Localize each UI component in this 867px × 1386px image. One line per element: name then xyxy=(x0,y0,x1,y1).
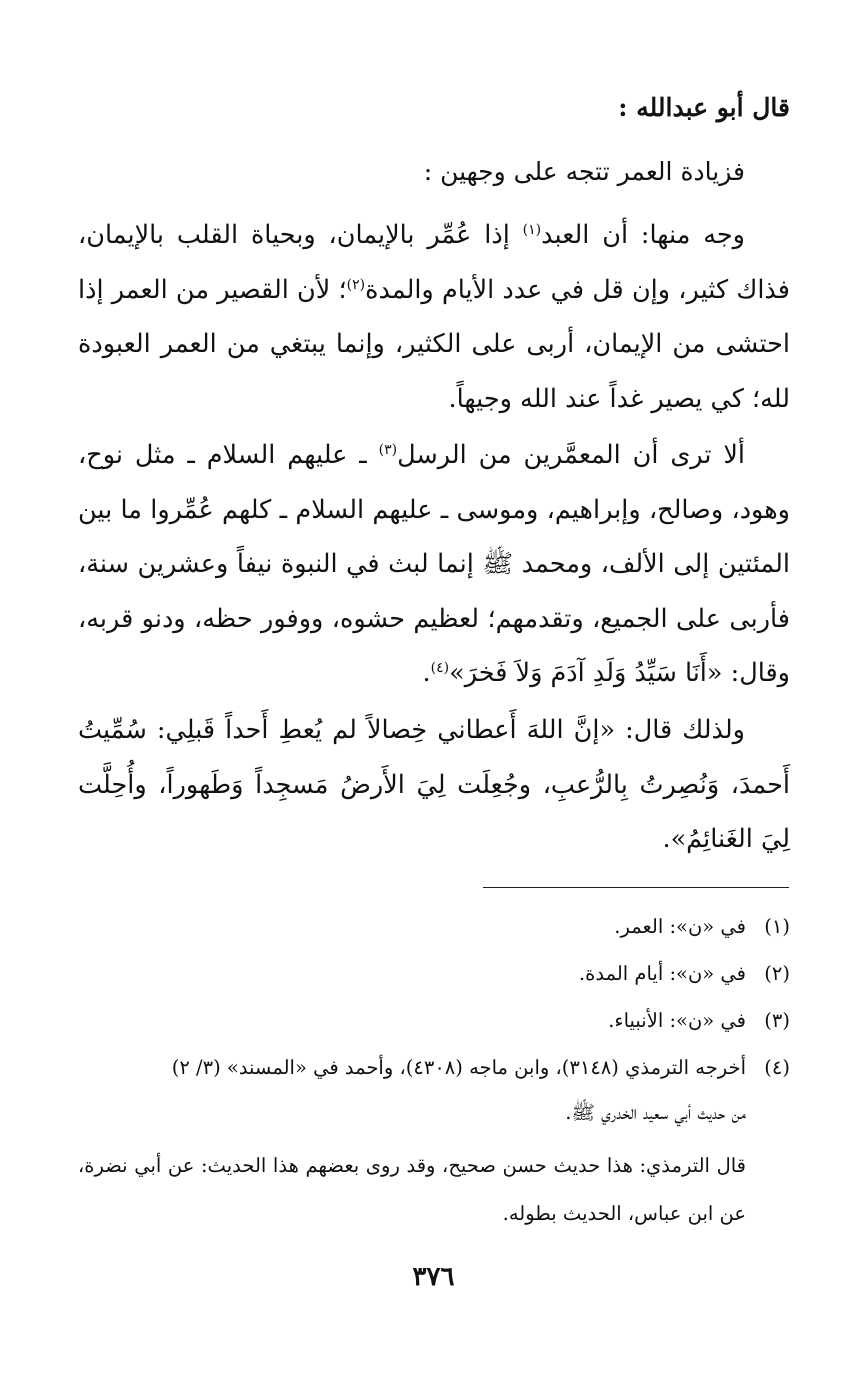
footnote-ref-4[interactable]: (٤) xyxy=(430,660,450,676)
footnote-number: (٣) xyxy=(764,1009,790,1032)
footnote-number: (٤) xyxy=(764,1056,790,1079)
footnote-ref-3[interactable]: (٣) xyxy=(378,442,398,458)
footnote-text: في «ن»: العمر. xyxy=(614,915,746,938)
footnote-item xyxy=(78,903,790,950)
section-heading: قال أبو عبدالله : xyxy=(618,93,790,122)
footnote-continuation: من حديث أبي سعيد الخدري ﷺ. xyxy=(565,1101,746,1124)
paragraph-1 xyxy=(78,208,790,426)
footnote-text: في «ن»: الأنبياء. xyxy=(608,1009,746,1032)
paragraph-2-part-c: . xyxy=(422,658,431,688)
footnote-item xyxy=(78,1044,790,1091)
paragraph-1-part-c: ؛ لأن القصير من العمر إذا احتشى من الإيمان، أربى على الكثير، وإنما يبتغي من العمر العبودة لله؛ كي يصير غداً عند الله وجيهاً. xyxy=(78,274,790,414)
footnote-commentary: قال الترمذي: هذا حديث حسن صحيح، وقد روى بعضهم هذا الحديث: عن أبي نضرة، عن ابن عباس، الحديث بطوله. xyxy=(78,1154,746,1225)
footnote-number: (١) xyxy=(764,915,790,938)
paragraph-2-part-a: ألا ترى أن المعمَّرين من الرسل xyxy=(397,440,745,470)
footnote-item xyxy=(78,950,790,997)
footnote-item xyxy=(78,997,790,1044)
footnote-text: أخرجه الترمذي (٣١٤٨)، وابن ماجه (٤٣٠٨)، وأحمد في «المسند» (٣/ ٢) xyxy=(171,1056,746,1079)
paragraph-1-part-a: وجه منها: أن العبد xyxy=(541,220,745,250)
page-number: ٣٧٦ xyxy=(412,1262,455,1292)
footnote-text: في «ن»: أيام المدة. xyxy=(578,962,746,985)
paragraph-2-part-b: ـ عليهم السلام ـ مثل نوح، وهود، وصالح، وإبراهيم، وموسى ـ عليهم السلام ـ كلهم عُمِّروا ما بين المئتين إلى الألف، ومحمد ﷺ إنما لبث في النبوة نيفاً وعشرين سنة، فأربى على الجميع، وتقدمهم؛ لعظيم حشوه، ووفور حظه، ودنو قربه، وقال: «أَنَا سَيِّدُ وَلَدِ آدَمَ وَلاَ فَخرَ» xyxy=(78,440,790,688)
paragraph-2 xyxy=(78,428,790,701)
footnotes xyxy=(78,903,790,1238)
paragraph-3: ولذلك قال: «إنَّ اللهَ أَعطاني خِصالاً لم يُعطِ أَحداً قَبلِي: سُمِّيتُ أَحمدَ، وَنُصِرتُ بِالرُّعبِ، وجُعِلَت لِيَ الأَرضُ مَسجِداً وَطَهوراً، وأُحِلَّت لِيَ الغَنائِمُ». xyxy=(78,715,790,854)
paragraph-1-part-b: إذا عُمِّر بالإيمان، وبحياة القلب بالإيمان، فذاك كثير، وإن قل في عدد الأيام والمدة xyxy=(78,220,790,305)
footnote-separator xyxy=(483,887,789,888)
footnote-number: (٢) xyxy=(764,962,790,985)
lead-sentence: فزيادة العمر تتجه على وجهين : xyxy=(423,157,745,186)
footnote-ref-2[interactable]: (٢) xyxy=(346,276,366,293)
footnote-ref-1[interactable]: (١) xyxy=(522,222,542,238)
